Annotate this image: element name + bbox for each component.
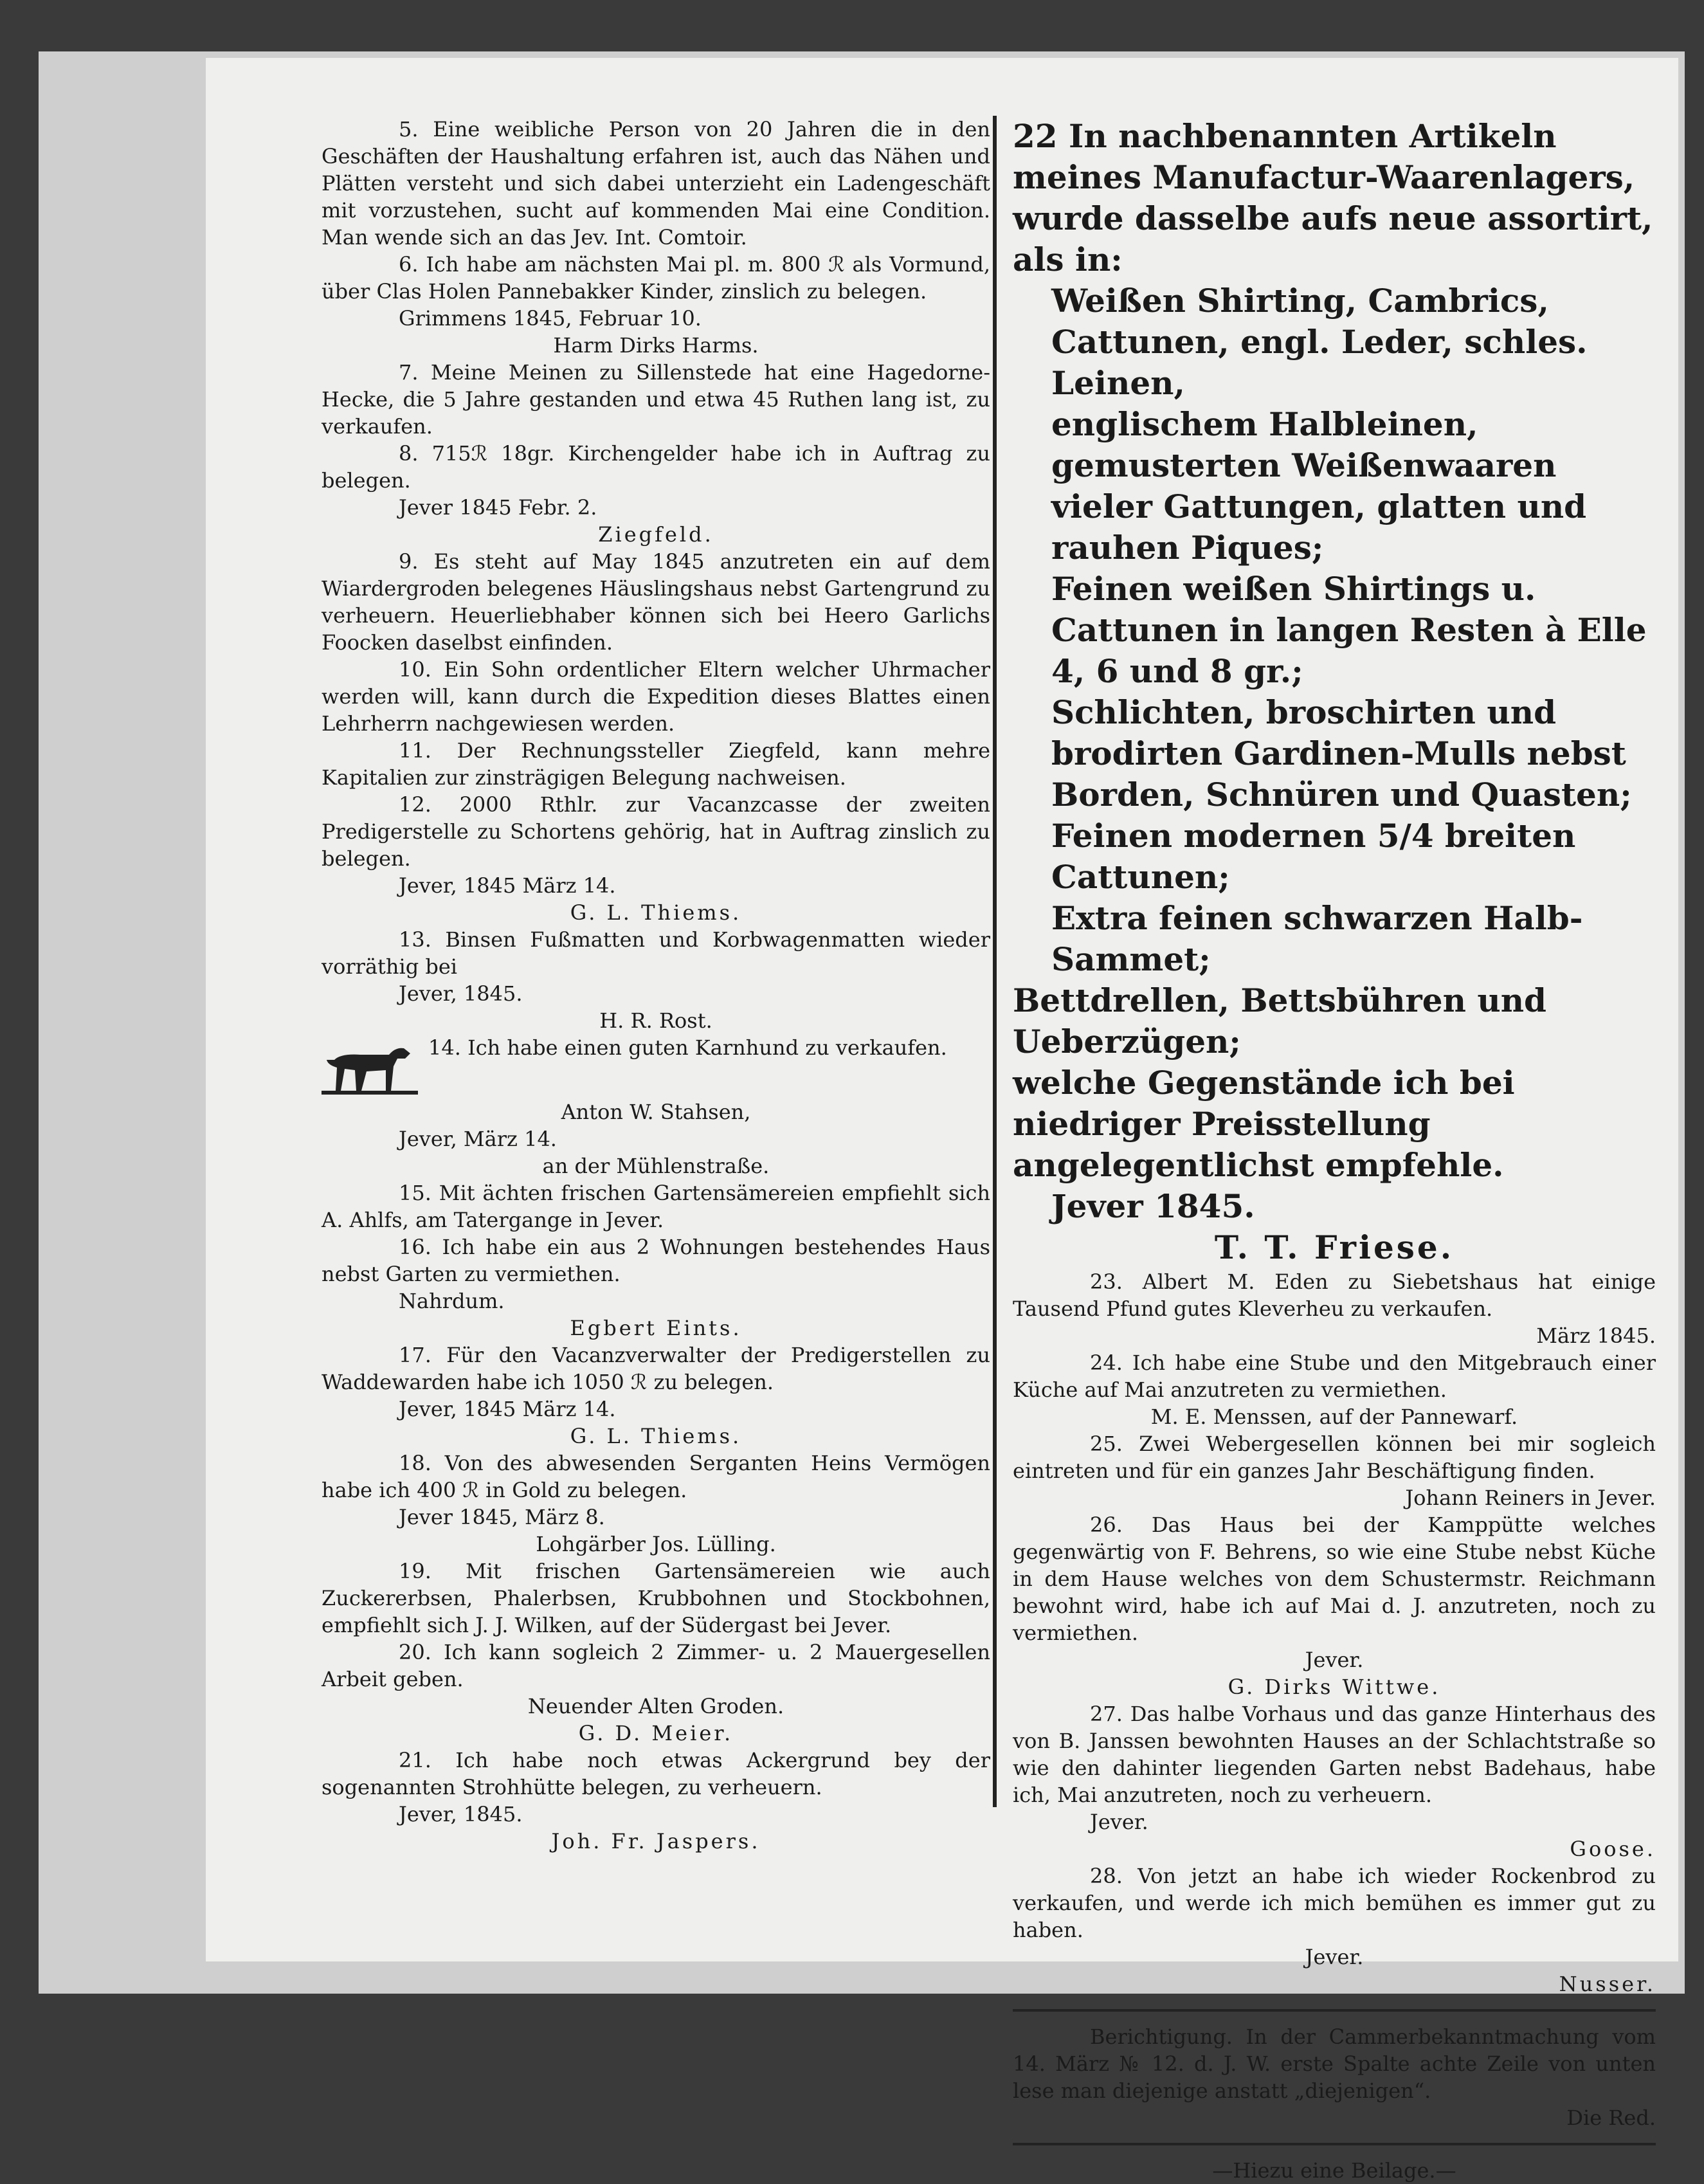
ad-14-sign-2: an der Mühlenstraße.: [542, 1154, 770, 1178]
ad-24-sign: M. E. Menssen, auf der Pannewarf.: [1150, 1405, 1518, 1429]
ad-27-sign: Goose.: [1570, 1837, 1656, 1861]
ad-16-place: Nahrdum.: [399, 1289, 505, 1313]
ad-27-place: Jever.: [1090, 1810, 1148, 1834]
ad-22-outro: welche Gegenstände ich bei niedriger Preisstellung angelegentlichst empfehle.: [1013, 1064, 1515, 1184]
ad-17: 17. Für den Vacanzverwalter der Predigerstellen zu Waddewarden habe ich 1050 ℛ zu belegen.: [322, 1343, 990, 1394]
ad-24: 24. Ich habe eine Stube und den Mitgebrauch einer Küche auf Mai anzutreten zu vermiethen.: [1013, 1351, 1656, 1402]
ad-28-place: Jever.: [1305, 1945, 1364, 1969]
ad-6-sign: Harm Dirks Harms.: [553, 333, 759, 358]
ad-22-item: Schlichten, broschirten und brodirten Gardinen-Mulls nebst Borden, Schnüren und Quasten;: [1051, 693, 1632, 814]
ad-13-place: Jever, 1845.: [399, 981, 523, 1006]
ad-25-sign: Johann Reiners in Jever.: [1405, 1486, 1656, 1510]
ad-5: 5. Eine weibliche Person von 20 Jahren die in den Geschäften der Haushaltung erfahren ist, auch das Nähen und Plätten versteht und sich dabei unterzieht ein Ladengeschäft mit vorzustehen, sucht auf kommenden Mai eine Condition. Man wende sich an das Jev. Int. Comtoir.: [322, 117, 990, 250]
correction-notice: Berichtigung. In der Cammerbekanntmachung vom 14. März № 12. d. J. W. erste Spalte achte Zeile von unten lese man diejenige anstatt „diejenigen“.: [1013, 2025, 1656, 2103]
ad-20-place: Neuender Alten Groden.: [527, 1694, 784, 1718]
ad-22-item: Extra feinen schwarzen Halb-Sammet;: [1051, 899, 1583, 978]
ad-16: 16. Ich habe ein aus 2 Wohnungen bestehendes Haus nebst Garten zu vermiethen.: [322, 1235, 990, 1286]
ad-18-place: Jever 1845, März 8.: [399, 1505, 605, 1529]
ad-21-sign: Joh. Fr. Jaspers.: [551, 1829, 761, 1853]
ad-28-sign: Nusser.: [1559, 1972, 1656, 1996]
ad-6: 6. Ich habe am nächsten Mai pl. m. 800 ℛ als Vormund, über Clas Holen Pannebakker Kinder, zinslich zu belegen.: [322, 252, 990, 304]
ad-20: 20. Ich kann sogleich 2 Zimmer- u. 2 Mauergesellen Arbeit geben.: [322, 1640, 990, 1691]
ad-14: [322, 1034, 990, 1098]
supplement-note: —Hiezu eine Beilage.—: [1212, 2158, 1456, 2183]
ad-6-place: Grimmens 1845, Februar 10.: [399, 306, 702, 331]
ad-25: 25. Zwei Webergesellen können bei mir sogleich eintreten und für ein ganzes Jahr Beschäftigung finden.: [1013, 1432, 1656, 1483]
ad-13: 13. Binsen Fußmatten und Korbwagenmatten wieder vorräthig bei: [322, 927, 990, 979]
ad-14-text: 14. Ich habe einen guten Karnhund zu verkaufen.: [428, 1035, 947, 1060]
ad-19: 19. Mit frischen Gartensämereien wie auch Zuckererbsen, Phalerbsen, Krubbohnen und Stockbohnen, empfiehlt sich J. J. Wilken, auf der Südergast bei Jever.: [322, 1559, 990, 1637]
ad-10: 10. Ein Sohn ordentlicher Eltern welcher Uhrmacher werden will, kann durch die Expedition dieses Blattes einen Lehrherrn nachgewiesen werden.: [322, 657, 990, 736]
ad-26-place: Jever.: [1305, 1648, 1364, 1672]
ad-18-sign: Lohgärber Jos. Lülling.: [536, 1532, 776, 1556]
ad-13-sign: H. R. Rost.: [599, 1008, 712, 1033]
ad-23-place: März 1845.: [1536, 1324, 1656, 1348]
column-divider: [993, 116, 997, 1807]
ad-21: 21. Ich habe noch etwas Ackergrund bey der sogenannten Strohhütte belegen, zu verheuern.: [322, 1748, 990, 1799]
ad-14-sign: Anton W. Stahsen,: [561, 1100, 751, 1124]
ad-22-item: Feinen modernen 5/4 breiten Cattunen;: [1051, 817, 1576, 896]
ad-8-sign: Ziegfeld.: [598, 522, 714, 547]
ad-18: 18. Von des abwesenden Serganten Heins Vermögen habe ich 400 ℛ in Gold zu belegen.: [322, 1451, 990, 1502]
ad-11: 11. Der Rechnungssteller Ziegfeld, kann mehre Kapitalien zur zinsträgigen Belegung nachweisen.: [322, 738, 990, 790]
dog-woodcut-icon: [322, 1034, 418, 1098]
ad-7: 7. Meine Meinen zu Sillenstede hat eine Hagedorne-Hecke, die 5 Jahre gestanden und etwa 45 Ruthen lang ist, zu verkaufen.: [322, 360, 990, 439]
ad-15: 15. Mit ächten frischen Gartensämereien empfiehlt sich A. Ahlfs, am Tatergange in Jever.: [322, 1181, 990, 1232]
ad-12-place: Jever, 1845 März 14.: [399, 873, 616, 898]
ad-23: 23. Albert M. Eden zu Siebetshaus hat einige Tausend Pfund gutes Kleverheu zu verkaufen.: [1013, 1269, 1656, 1321]
right-column: [1013, 116, 1656, 2184]
ad-27: 27. Das halbe Vorhaus und das ganze Hinterhaus des von B. Janssen bewohnten Hauses an der Schlachtstraße so wie den dahinter liegenden Garten nebst Badehaus, habe ich, Mai anzutreten, noch zu verheuern.: [1013, 1702, 1656, 1807]
ad-8: 8. 715ℛ 18gr. Kirchengelder habe ich in Auftrag zu belegen.: [322, 441, 990, 493]
ad-26: 26. Das Haus bei der Kamppütte welches gegenwärtig von F. Behrens, so wie eine Stube nebst Küche in dem Hause welches von dem Schustermstr. Reichmann bewohnt wird, habe ich auf Mai d. J. anzutreten, noch zu vermiethen.: [1013, 1513, 1656, 1645]
section-rule: [1013, 2143, 1656, 2145]
ad-16-sign: Egbert Eints.: [570, 1316, 742, 1340]
ad-12: 12. 2000 Rthlr. zur Vacanzcasse der zweiten Predigerstelle zu Schortens gehörig, hat in Auftrag zinslich zu belegen.: [322, 792, 990, 871]
ad-22-item: Weißen Shirting, Cambrics, Cattunen, engl. Leder, schles. Leinen,: [1051, 282, 1588, 402]
ad-22-item: Bettdrellen, Bettsbühren und Ueberzügen;: [1013, 981, 1547, 1060]
ad-22-item: englischem Halbleinen, gemusterten Weißenwaaren vieler Gattungen, glatten und rauhen Piques;: [1051, 405, 1587, 567]
left-column: [322, 116, 990, 1855]
ad-9: 9. Es steht auf May 1845 anzutreten ein auf dem Wiardergroden belegenes Häuslingshaus nebst Gartengrund zu verheuern. Heuerliebhaber können sich bei Heero Garlichs Foocken daselbst einfinden.: [322, 549, 990, 655]
correction-sign: Die Red.: [1566, 2106, 1656, 2130]
section-rule: [1013, 2009, 1656, 2012]
ad-8-place: Jever 1845 Febr. 2.: [399, 495, 597, 520]
ad-17-place: Jever, 1845 März 14.: [399, 1397, 616, 1421]
ad-14-place: Jever, März 14.: [399, 1127, 557, 1151]
ad-17-sign: G. L. Thiems.: [570, 1424, 742, 1448]
ad-22-sign: T. T. Friese.: [1214, 1228, 1455, 1266]
ad-26-sign: G. Dirks Wittwe.: [1228, 1675, 1441, 1699]
ad-21-place: Jever, 1845.: [399, 1802, 523, 1826]
ad-28: 28. Von jetzt an habe ich wieder Rockenbrod zu verkaufen, und werde ich mich bemühen es immer gut zu haben.: [1013, 1864, 1656, 1942]
ad-20-sign: G. D. Meier.: [578, 1721, 734, 1745]
ad-22-intro: 22 In nachbenannten Artikeln meines Manufactur-Waarenlagers, wurde dasselbe aufs neue assortirt, als in:: [1013, 117, 1653, 278]
ad-22-place: Jever 1845.: [1051, 1187, 1255, 1225]
ad-12-sign: G. L. Thiems.: [570, 900, 742, 925]
ad-22-item: Feinen weißen Shirtings u. Cattunen in langen Resten à Elle 4, 6 und 8 gr.;: [1051, 570, 1647, 690]
